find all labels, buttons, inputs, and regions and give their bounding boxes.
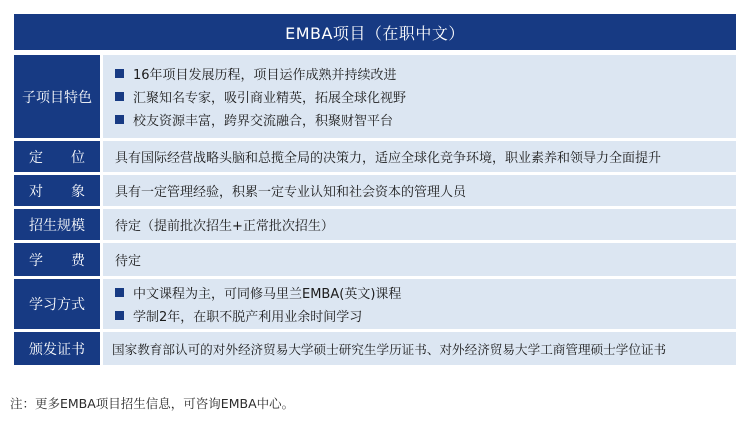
table-row-certificate: [14, 332, 736, 365]
row-content: [103, 141, 736, 172]
row-text: 具有一定管理经验，积累一定专业认知和社会资本的管理人员: [115, 185, 467, 200]
list-item: [115, 85, 726, 108]
table-row-positioning: [14, 141, 736, 172]
table-title: EMBA项目（在职中文）: [14, 14, 736, 50]
row-label: 颁发证书: [14, 332, 100, 365]
program-table: [14, 55, 736, 368]
row-text: 待定（提前批次招生+正常批次招生）: [115, 219, 334, 234]
list-item-text: 校友资源丰富，跨界交流融合，积聚财智平台: [133, 114, 394, 129]
table-row-audience: [14, 175, 736, 206]
row-label: 定 位: [14, 141, 100, 172]
square-bullet-icon: [115, 92, 124, 101]
table-row-tuition: [14, 243, 736, 276]
row-label: 学习方式: [14, 279, 100, 329]
list-item-text: 汇聚知名专家，吸引商业精英，拓展全球化视野: [133, 91, 407, 106]
square-bullet-icon: [115, 69, 124, 78]
list-item-text: 16年项目发展历程，项目运作成熟并持续改进: [133, 68, 397, 83]
row-content: [103, 279, 736, 329]
row-content: [103, 55, 736, 138]
list-item-text: 学制2年，在职不脱产利用业余时间学习: [133, 310, 363, 325]
row-content: [103, 175, 736, 206]
table-row-features: [14, 55, 736, 138]
row-content: [103, 209, 736, 240]
row-text: 待定: [115, 254, 142, 269]
square-bullet-icon: [115, 311, 124, 320]
list-item: [115, 281, 726, 304]
row-text: 具有国际经营战略头脑和总揽全局的决策力，适应全球化竞争环境，职业素养和领导力全面提升: [115, 151, 662, 166]
table-row-enrollment: [14, 209, 736, 240]
row-label: 学 费: [14, 243, 100, 276]
row-text: 国家教育部认可的对外经济贸易大学硕士研究生学历证书、对外经济贸易大学工商管理硕士学位证书: [112, 342, 667, 357]
square-bullet-icon: [115, 115, 124, 124]
row-label: 对 象: [14, 175, 100, 206]
square-bullet-icon: [115, 288, 124, 297]
list-item: [115, 304, 726, 327]
row-label: 招生规模: [14, 209, 100, 240]
list-item-text: 中文课程为主，可同修马里兰EMBA(英文)课程: [133, 287, 402, 302]
table-row-study-mode: [14, 279, 736, 329]
footnote: 注：更多EMBA项目招生信息，可咨询EMBA中心。: [10, 396, 295, 411]
row-content: [103, 243, 736, 276]
list-item: [115, 62, 726, 85]
row-label: 子项目特色: [14, 55, 100, 138]
row-content: [103, 332, 736, 365]
list-item: [115, 108, 726, 131]
